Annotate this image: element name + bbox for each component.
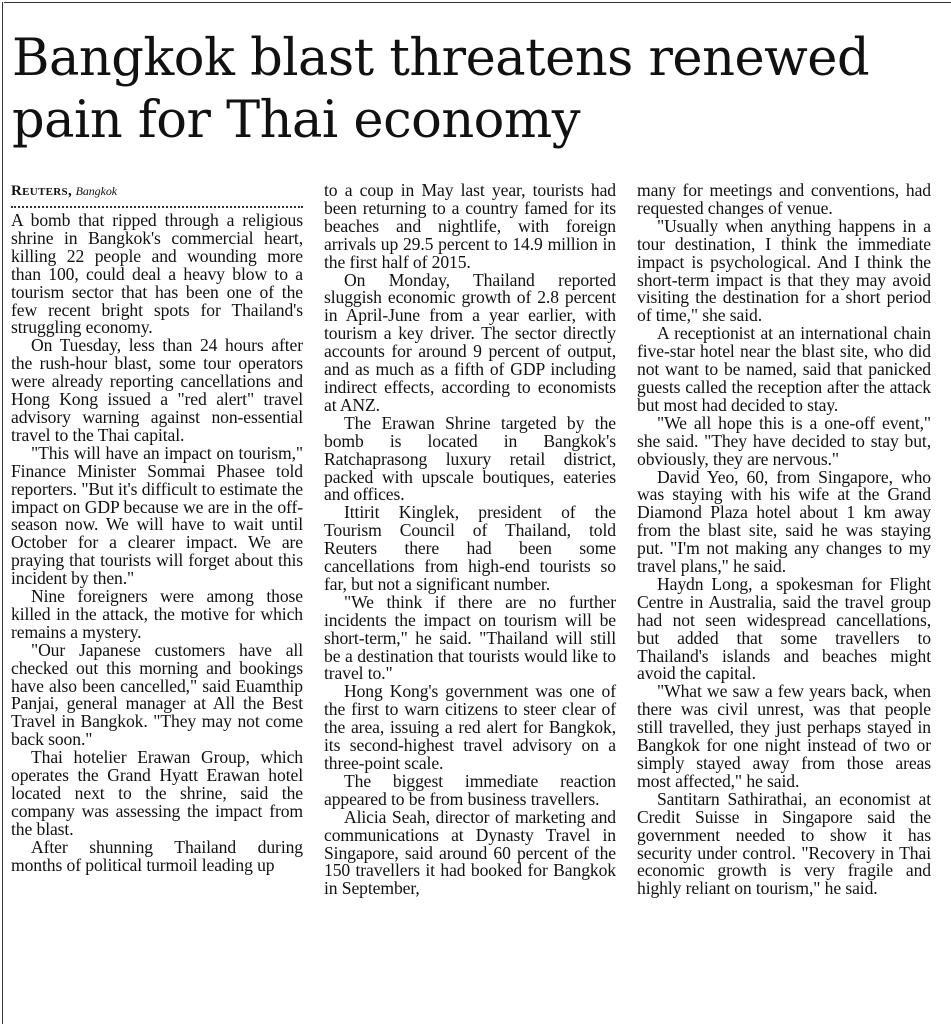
byline-source: Reuters, — [11, 183, 72, 199]
article-paragraph: A receptionist at an international chain five-star hotel near the blast site, who did not want to be named, said that panicked guests called the reception after the attack but most had decided to stay. — [637, 323, 931, 415]
article-paragraph: On Tuesday, less than 24 hours after the rush-hour blast, some tour operators were already reporting cancellations and Hong Kong issued a "red alert" travel advisory warning against non-essential travel to the Thai capital. — [11, 335, 303, 445]
byline — [11, 182, 303, 200]
article-paragraph: The Erawan Shrine targeted by the bomb is located in Bangkok's Ratchaprasong luxury retail district, packed with upscale boutiques, eateries and offices. — [324, 412, 616, 505]
article-paragraph: Nine foreigners were among those killed in the attack, the motive for which remains a mystery. — [11, 586, 303, 642]
article-paragraph: Alicia Seah, director of marketing and communications at Dynasty Travel in Singapore, said around 60 percent of the 150 travellers it had booked for Bangkok in September, — [324, 806, 616, 899]
article-paragraph: Thai hotelier Erawan Group, which operates the Grand Hyatt Erawan hotel located next to the shrine, said the company was assessing the impact from the blast. — [11, 747, 303, 839]
top-border-rule — [4, 2, 951, 3]
article-paragraph: Ittirit Kinglek, president of the Tourism Council of Thailand, told Reuters there had been some cancellations from high-end tourists so far, but not a significant number. — [324, 502, 616, 594]
article-paragraph: The biggest immediate reaction appeared to be from business travellers. — [324, 770, 616, 809]
article-column-3 — [637, 182, 931, 898]
article-paragraph: many for meetings and conventions, had requested changes of venue. — [637, 180, 931, 218]
byline-location: Bangkok — [75, 184, 117, 198]
article-paragraph: "We all hope this is a one-off event," she said. "They have decided to stay but, obviously, they are nervous." — [637, 412, 931, 469]
article-paragraph: "Our Japanese customers have all checked out this morning and bookings have also been cancelled," said Euamthip Panjai, general manager at All the Best Travel in Bangkok. "They may not come back soon." — [11, 639, 303, 750]
article-column-2 — [324, 182, 616, 898]
article-paragraph: A bomb that ripped through a religious shrine in Bangkok's commercial heart, killing 22 people and wounding more than 100, could deal a heavy blow to a tourism sector that has been one of the few recent bright spots for Thailand's struggling economy. — [11, 210, 303, 338]
article-paragraph: "This will have an impact on tourism," Finance Minister Sommai Phasee told reporters. "But it's difficult to estimate the impact on GDP because we are in the off-season now. We will have to wait until October for a clearer impact. We are praying that tourists will forget about this incident by then." — [11, 442, 303, 589]
article-paragraph: "We think if there are no further incidents the impact on tourism will be short-term," he said. "Thailand will still be a destination that tourists would like to travel to." — [324, 591, 616, 684]
article-paragraph: Haydn Long, a spokesman for Flight Centre in Australia, said the travel group had not seen widespread cancellations, but added that some travellers to Thailand's islands and beaches might avoid the capital. — [637, 573, 931, 684]
article-paragraph: "Usually when anything happens in a tour destination, I think the immediate impact is psychological. And I think the short-term impact is that they may avoid visiting the destination for a short period of time," she said. — [637, 215, 931, 326]
article-column-1 — [11, 182, 303, 875]
article-paragraph: On Monday, Thailand reported sluggish economic growth of 2.8 percent in April-June from a year earlier, with tourism a key driver. The sector directly accounts for around 9 percent of output, and as much as a fifth of GDP including indirect effects, according to economists at ANZ. — [324, 269, 616, 415]
left-border-rule — [2, 2, 3, 1024]
byline-dotted-rule — [11, 206, 303, 208]
headline: Bangkok blast threatens renewed pain for Thai economy — [12, 29, 870, 150]
article-paragraph: After shunning Thailand during months of political turmoil leading up — [11, 836, 303, 875]
article-paragraph: to a coup in May last year, tourists had been returning to a country famed for its beaches and nightlife, with foreign arrivals up 29.5 percent to 14.9 million in the first half of 2015. — [324, 180, 616, 272]
article-paragraph: "What we saw a few years back, when there was civil unrest, was that people still travelled, they just perhaps stayed in Bangkok for one night instead of two or simply stayed away from those areas most affected," he said. — [637, 681, 931, 791]
article-paragraph: David Yeo, 60, from Singapore, who was staying with his wife at the Grand Diamond Plaza hotel about 1 km away from the blast site, said he was staying put. "I'm not making any changes to my travel plans," he said. — [637, 466, 931, 577]
article-paragraph: Santitarn Sathirathai, an economist at Credit Suisse in Singapore said the government needed to show it has security under control. "Recovery in Thai economic growth is very fragile and highly reliant on tourism," he said. — [637, 788, 931, 899]
article-paragraph: Hong Kong's government was one of the first to warn citizens to steer clear of the area, issuing a red alert for Bangkok, its second-highest travel advisory on a three-point scale. — [324, 681, 616, 773]
